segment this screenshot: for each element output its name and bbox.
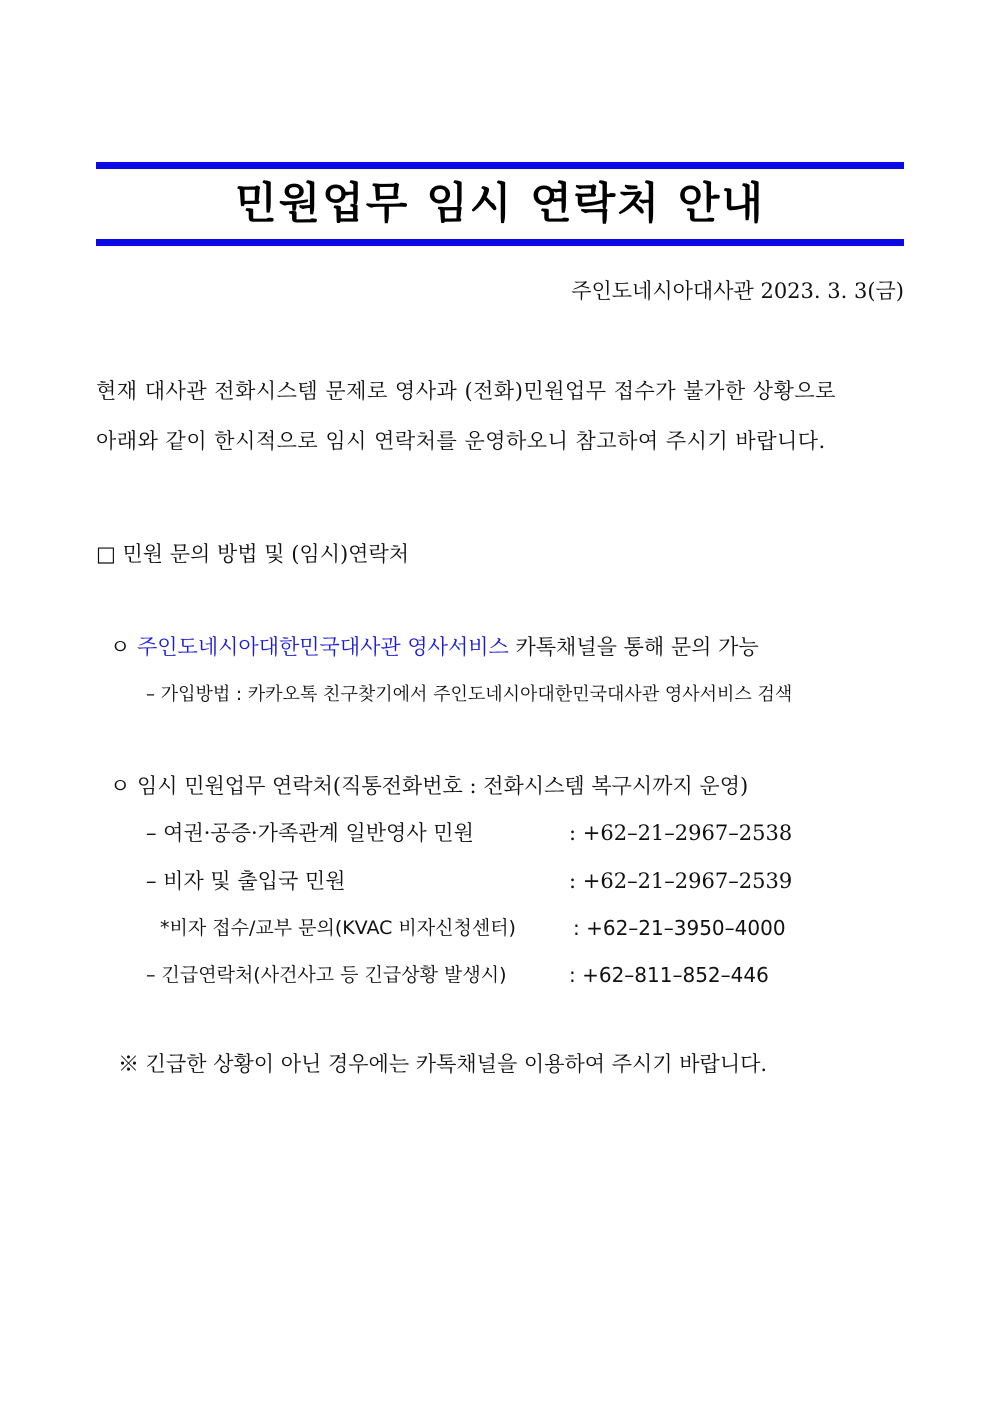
contact-label: – 비자 및 출입국 민원	[146, 869, 346, 893]
contact-label: *비자 접수/교부 문의(KVAC 비자신청센터)	[160, 917, 516, 939]
contact-row	[146, 866, 846, 896]
title-bottom-bar	[96, 239, 904, 246]
contact-phone: : +62–21–3950–4000	[573, 916, 786, 940]
contact-phone: : +62–21–2967–2538	[569, 821, 793, 845]
contact-label: – 여권·공증·가족관계 일반영사 민원	[146, 821, 474, 845]
intro-line-1: 현재 대사관 전화시스템 문제로 영사과 (전화)민원업무 접수가 불가한 상황으로	[96, 379, 836, 403]
kakao-channel-item	[110, 632, 759, 662]
intro-line-2: 아래와 같이 한시적으로 임시 연락처를 운영하오니 참고하여 주시기 바랍니다.	[96, 429, 826, 453]
kakao-channel-name: 주인도네시아대한민국대사관 영사서비스	[136, 635, 509, 659]
kakao-channel-text: 카톡채널을 통해 문의 가능	[508, 635, 759, 659]
contact-row	[146, 818, 846, 848]
closing-note: ※ 긴급한 상황이 아닌 경우에는 카톡채널을 이용하여 주시기 바랍니다.	[118, 1052, 768, 1076]
contact-phone: : +62–811–852–446	[569, 963, 769, 987]
page-title: 민원업무 임시 연락처 안내	[235, 179, 765, 229]
contact-row	[146, 960, 846, 990]
title-top-bar	[96, 162, 904, 169]
contact-label: – 긴급연락처(사건사고 등 긴급상황 발생시)	[146, 964, 507, 986]
kakao-join-method: – 가입방법 : 카카오톡 친구찾기에서 주인도네시아대한민국대사관 영사서비스 검색	[146, 684, 793, 705]
contact-phone: : +62–21–2967–2539	[569, 869, 793, 893]
contacts-heading: ㅇ 임시 민원업무 연락처(직통전화번호 : 전화시스템 복구시까지 운영)	[110, 774, 749, 798]
contact-row	[160, 913, 860, 943]
bullet-marker: ㅇ	[110, 635, 131, 659]
title-banner	[96, 162, 904, 246]
issuer-date: 주인도네시아대사관 2023. 3. 3(금)	[571, 279, 904, 303]
section-heading: □ 민원 문의 방법 및 (임시)연락처	[96, 542, 410, 566]
